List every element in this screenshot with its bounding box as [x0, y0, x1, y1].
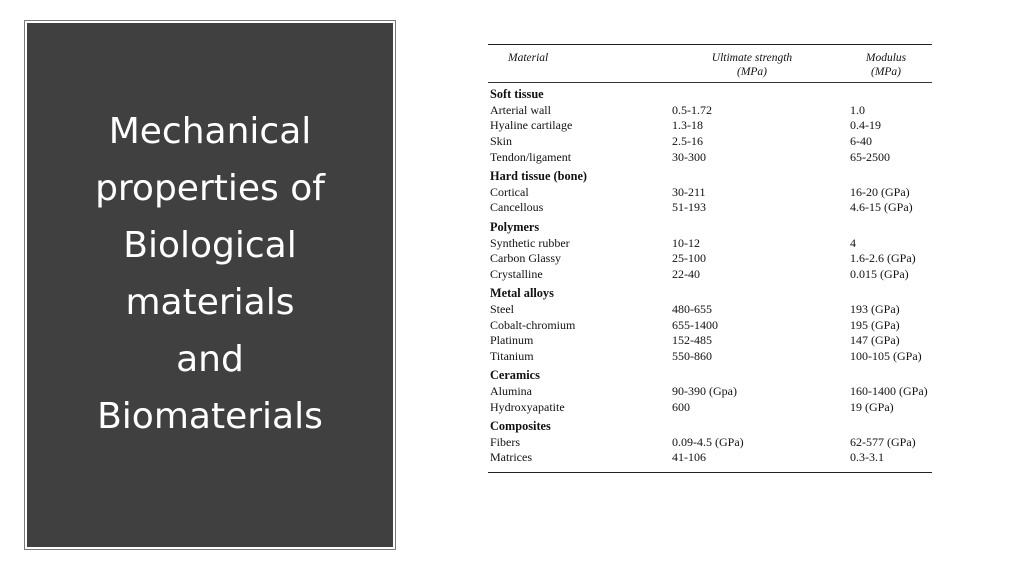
material-cell: Carbon Glassy: [490, 251, 561, 266]
material-cell: Platinum: [490, 333, 534, 348]
table-header: [488, 45, 932, 79]
section-row: [488, 216, 932, 236]
properties-table: [488, 44, 932, 473]
header-material: Material: [508, 52, 549, 64]
table-row: [488, 118, 932, 134]
material-cell: Crystalline: [490, 266, 543, 281]
header-modulus-unit: (MPa): [870, 66, 901, 78]
strength-cell: 41-106: [672, 450, 706, 465]
table-row: [488, 333, 932, 349]
strength-cell: 2.5-16: [672, 134, 703, 149]
section-heading: Metal alloys: [490, 286, 554, 301]
section-heading: Polymers: [490, 220, 540, 235]
title-line: Biological: [123, 225, 297, 266]
material-cell: Alumina: [490, 383, 532, 398]
table-header-rule: [488, 82, 932, 83]
title-line: properties of: [95, 168, 325, 209]
strength-cell: 1.3-18: [672, 118, 703, 133]
strength-cell: 51-193: [672, 200, 706, 215]
table-body: [488, 85, 932, 466]
material-cell: Skin: [490, 134, 513, 149]
title-line: materials: [125, 282, 295, 323]
title-panel: [24, 20, 396, 550]
modulus-cell: 1.0: [850, 102, 865, 117]
strength-cell: 0.09-4.5 (GPa): [672, 434, 744, 449]
modulus-cell: 4.6-15 (GPa): [850, 200, 913, 215]
section-heading: Composites: [490, 419, 551, 434]
table-row: [488, 149, 932, 165]
modulus-cell: 100-105 (GPa): [850, 348, 922, 363]
modulus-cell: 4: [850, 235, 856, 250]
material-cell: Arterial wall: [490, 102, 551, 117]
material-cell: Cancellous: [490, 200, 544, 215]
strength-cell: 0.5-1.72: [672, 102, 712, 117]
modulus-cell: 193 (GPa): [850, 302, 900, 317]
modulus-cell: 16-20 (GPa): [850, 184, 910, 199]
section-row: [488, 415, 932, 435]
title-panel-inner: [27, 23, 393, 547]
material-cell: Fibers: [490, 434, 520, 449]
strength-cell: 90-390 (Gpa): [672, 383, 737, 398]
slide-title: [95, 103, 325, 445]
table-row: [488, 317, 932, 333]
modulus-cell: 0.4-19: [850, 118, 881, 133]
table-bottom-rule: [488, 472, 932, 473]
modulus-cell: 19 (GPa): [850, 399, 894, 414]
header-strength-line: Ultimate strength: [711, 52, 793, 64]
modulus-cell: 0.3-3.1: [850, 450, 884, 465]
material-cell: Tendon/ligament: [490, 149, 572, 164]
strength-cell: 25-100: [672, 251, 706, 266]
title-line: Biomaterials: [97, 396, 323, 437]
material-cell: Cortical: [490, 184, 529, 199]
strength-cell: 152-485: [672, 333, 712, 348]
section-heading: Soft tissue: [490, 87, 544, 102]
title-line: and: [176, 339, 244, 380]
strength-cell: 655-1400: [672, 317, 718, 332]
table-row: [488, 399, 932, 415]
table-row: [488, 134, 932, 150]
table-row: [488, 349, 932, 365]
section-heading: Hard tissue (bone): [490, 169, 588, 184]
table-row: [488, 185, 932, 201]
table-row: [488, 434, 932, 450]
table-row: [488, 450, 932, 466]
strength-cell: 30-300: [672, 149, 706, 164]
section-row: [488, 282, 932, 302]
header-strength: [664, 51, 840, 79]
strength-cell: 10-12: [672, 235, 700, 250]
header-modulus: [840, 51, 932, 79]
table-row: [488, 251, 932, 267]
table-row: [488, 384, 932, 400]
strength-cell: 30-211: [672, 184, 706, 199]
section-row: [488, 85, 932, 103]
modulus-cell: 62-577 (GPa): [850, 434, 916, 449]
material-cell: Synthetic rubber: [490, 235, 570, 250]
modulus-cell: 65-2500: [850, 149, 890, 164]
strength-cell: 480-655: [672, 302, 712, 317]
section-heading: Ceramics: [490, 368, 540, 383]
material-cell: Hydroxyapatite: [490, 399, 565, 414]
table-row: [488, 200, 932, 216]
modulus-cell: 147 (GPa): [850, 333, 900, 348]
material-cell: Matrices: [490, 450, 532, 465]
section-row: [488, 165, 932, 185]
table-row: [488, 302, 932, 318]
table-row: [488, 235, 932, 251]
material-cell: Titanium: [490, 348, 534, 363]
header-strength-unit: (MPa): [736, 66, 767, 78]
modulus-cell: 1.6-2.6 (GPa): [850, 251, 916, 266]
modulus-cell: 6-40: [850, 134, 872, 149]
strength-cell: 550-860: [672, 348, 712, 363]
title-line: Mechanical: [108, 111, 312, 152]
modulus-cell: 160-1400 (GPa): [850, 383, 928, 398]
strength-cell: 600: [672, 399, 690, 414]
modulus-cell: 0.015 (GPa): [850, 266, 909, 281]
modulus-cell: 195 (GPa): [850, 317, 900, 332]
section-row: [488, 364, 932, 384]
table-row: [488, 103, 932, 119]
material-cell: Hyaline cartilage: [490, 118, 573, 133]
table-row: [488, 267, 932, 283]
strength-cell: 22-40: [672, 266, 700, 281]
material-cell: Steel: [490, 302, 514, 317]
material-cell: Cobalt-chromium: [490, 317, 576, 332]
header-modulus-line: Modulus: [865, 52, 907, 64]
